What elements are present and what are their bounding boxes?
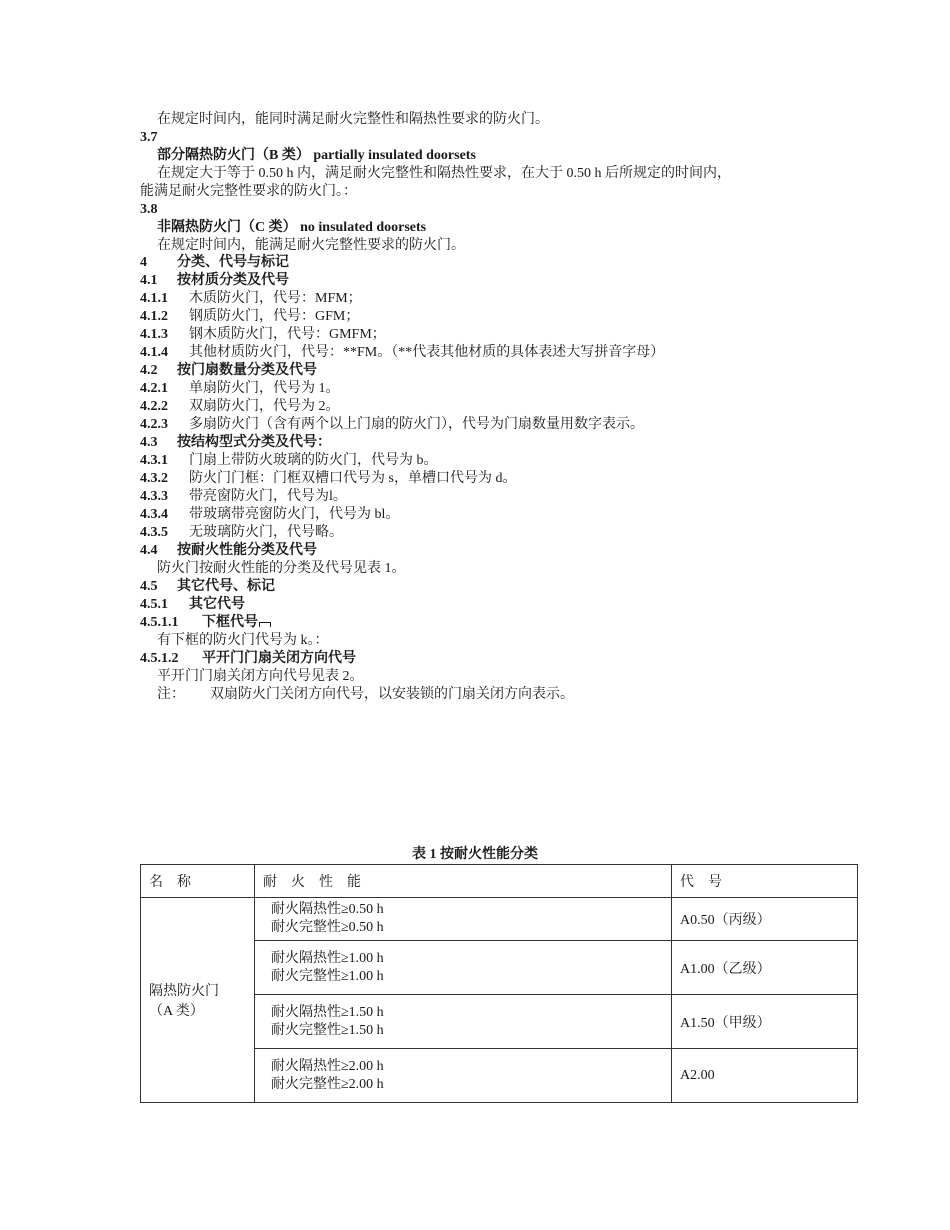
table-header-row [141,865,858,898]
fire-resistance-table [140,864,858,1103]
clause [140,398,340,416]
paragraph: 有下框的防火门代号为 k。： [157,633,329,648]
performance-cell [255,995,672,1049]
insulation-requirement: 耐火隔热性≥1.50 h [271,1004,384,1020]
section-title: 其它代号、标记 [177,579,275,594]
section-heading [140,254,289,272]
clause-text: 带亮窗防火门，代号为l。 [189,489,347,504]
clause-number: 4.1.2 [140,309,168,324]
section-number: 4.1 [140,273,158,288]
clause-number: 4.3.1 [140,453,168,468]
section-number: 4.4 [140,543,158,558]
table-row [141,898,858,941]
clause-number: 4.1.4 [140,345,168,360]
clause-number: 4.3.3 [140,489,168,504]
clause-text: 单扇防火门，代号为 1。 [189,381,340,396]
clause [140,470,516,488]
clause-number: 4.1.1 [140,291,168,306]
section-number: 4.2 [140,363,158,378]
section-heading [140,596,245,614]
clause [140,524,343,542]
insulation-requirement: 耐火隔热性≥0.50 h [271,902,384,917]
section-title: 分类、代号与标记 [177,255,289,270]
integrity-requirement: 耐火完整性≥0.50 h [271,920,384,935]
column-header-code: 代 号 [672,865,858,898]
clause-number: 4.1.3 [140,327,168,342]
section-heading [140,542,317,560]
paragraph: 在规定大于等于 0.50 h 内，满足耐火完整性和隔热性要求，在大于 0.50 h 后所规定的时间内， [157,166,731,181]
clause [140,290,362,308]
clause-text: 双扇防火门，代号为 2。 [189,399,340,414]
group-class: （A 类） [149,1004,204,1019]
code-cell: A1.00（乙级） [672,941,858,995]
clause-text: 门扇上带防火玻璃的防火门，代号为 b。 [189,453,438,468]
code-cell: A0.50（丙级） [672,898,858,941]
clause-number: 4.3.5 [140,525,168,540]
note-label: 注： [157,687,185,702]
clause-number: 3.8 [140,202,158,217]
clause-text: 其他材质防火门，代号：**FM。（**代表其他材质的具体表述大写拼音字母） [189,345,665,360]
section-number: 4.3 [140,435,158,450]
section-number: 4.5.1.2 [140,651,179,666]
section-heading [140,434,331,452]
edit-mark-icon [258,616,272,626]
clause [140,488,347,506]
section-title: 下框代号 [202,615,258,630]
section-title: 按结构型式分类及代号： [177,435,331,450]
section-heading [140,614,272,632]
section-title: 按材质分类及代号 [177,273,289,288]
code-cell: A1.50（甲级） [672,995,858,1049]
clause-number: 3.7 [140,130,158,145]
clause-title: 部分隔热防火门（B 类） partially insulated doorsets [157,148,476,163]
clause-number: 4.2.1 [140,381,168,396]
performance-cell [255,1049,672,1103]
clause [140,452,438,470]
integrity-requirement: 耐火完整性≥1.50 h [271,1022,384,1038]
clause-number: 4.2.3 [140,417,168,432]
clause-number: 4.2.2 [140,399,168,414]
section-number: 4.5.1 [140,597,168,612]
clause [140,506,399,524]
integrity-requirement: 耐火完整性≥2.00 h [271,1076,384,1092]
clause [140,344,664,362]
section-heading [140,362,317,380]
clause-text: 防火门门框：门框双槽口代号为 s，单槽口代号为 d。 [189,471,517,486]
section-number: 4.5 [140,579,158,594]
section-number: 4.5.1.1 [140,615,179,630]
note [157,686,574,704]
paragraph: 在规定时间内，能同时满足耐火完整性和隔热性要求的防火门。 [157,112,549,127]
insulation-requirement: 耐火隔热性≥1.00 h [271,950,384,966]
clause [140,308,359,326]
clause-text: 多扇防火门（含有两个以上门扇的防火门），代号为门扇数量用数字表示。 [189,417,644,432]
section-title: 其它代号 [189,597,245,612]
paragraph: 平开门门扇关闭方向代号见表 2。 [157,669,364,684]
clause-number: 4.3.2 [140,471,168,486]
table-caption: 表 1 按耐火性能分类 [412,847,538,862]
section-number: 4 [140,255,147,270]
code-cell: A2.00 [672,1049,858,1103]
clause [140,326,386,344]
clause [140,416,644,434]
section-title: 按门扇数量分类及代号 [177,363,317,378]
clause [140,380,340,398]
paragraph: 防火门按耐火性能的分类及代号见表 1。 [157,561,406,576]
column-header-performance: 耐 火 性 能 [255,865,672,898]
clause-title: 非隔热防火门（C 类） no insulated doorsets [157,220,427,235]
paragraph: 能满足耐火完整性要求的防火门。： [140,184,357,199]
group-name: 隔热防火门 [149,984,219,999]
section-heading [140,650,356,668]
clause-text: 无玻璃防火门，代号略。 [189,525,343,540]
insulation-requirement: 耐火隔热性≥2.00 h [271,1058,384,1074]
section-title: 平开门门扇关闭方向代号 [202,651,356,666]
note-text: 双扇防火门关闭方向代号，以安装锁的门扇关闭方向表示。 [210,687,574,702]
clause-text: 钢质防火门，代号：GFM； [189,309,360,324]
clause-text: 木质防火门，代号：MFM； [189,291,362,306]
section-heading [140,272,289,290]
integrity-requirement: 耐火完整性≥1.00 h [271,968,384,984]
paragraph: 在规定时间内，能满足耐火完整性要求的防火门。 [157,238,465,253]
column-header-name: 名 称 [141,865,255,898]
section-heading [140,578,275,596]
group-cell [141,898,255,1103]
section-title: 按耐火性能分类及代号 [177,543,317,558]
clause-text: 钢木质防火门，代号：GMFM； [189,327,386,342]
performance-cell [255,941,672,995]
clause-text: 带玻璃带亮窗防火门，代号为 bl。 [189,507,400,522]
clause-number: 4.3.4 [140,507,168,522]
performance-cell [255,898,672,941]
